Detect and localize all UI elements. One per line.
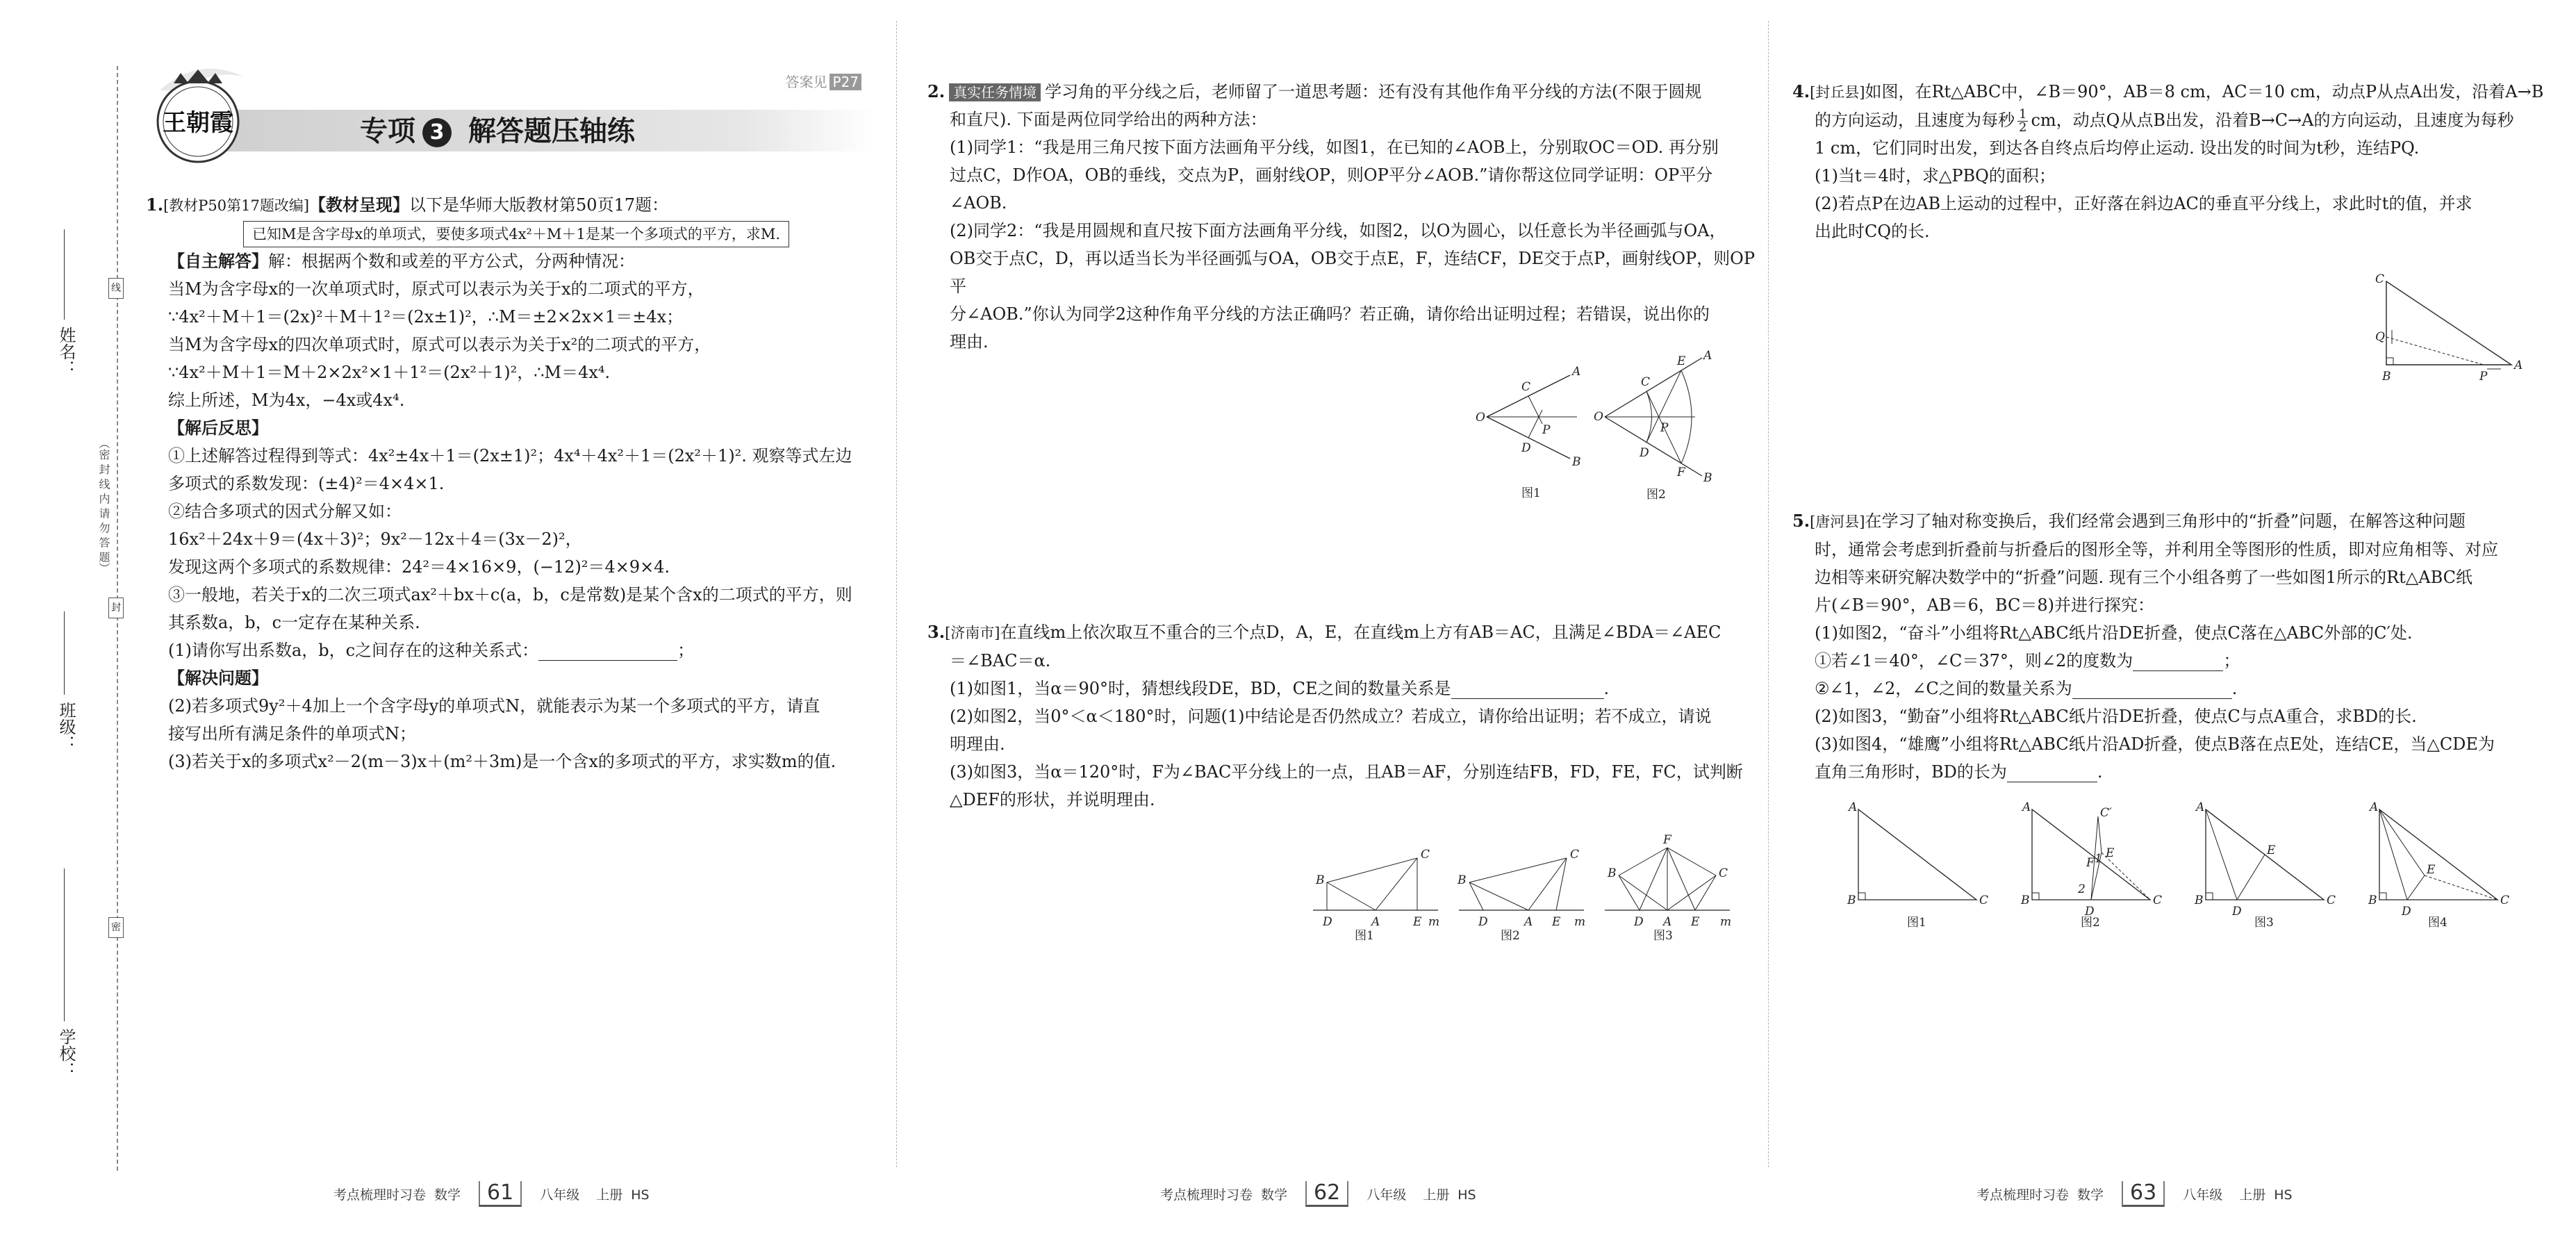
svg-text:C: C	[1719, 866, 1728, 880]
page-number: 61	[479, 1181, 522, 1207]
svg-text:P: P	[1542, 423, 1551, 437]
svg-text:B: B	[1458, 873, 1467, 887]
svg-text:P: P	[1660, 421, 1669, 435]
class-label: 班级：	[56, 702, 76, 752]
svg-text:A: A	[1572, 365, 1581, 379]
q5-figure-1	[1838, 796, 1997, 937]
q4-figure	[2366, 267, 2532, 395]
answer-blank-5c[interactable]	[2007, 764, 2097, 782]
svg-text:B: B	[2195, 894, 2204, 907]
svg-text:图4: 图4	[2428, 916, 2447, 930]
svg-text:Q: Q	[2375, 330, 2385, 344]
svg-text:D: D	[1323, 915, 1332, 929]
q5-figure-4	[2359, 796, 2518, 937]
seal-marker-seal: 封	[108, 598, 124, 618]
fraction: $\frac{1}{2}$	[2019, 107, 2027, 135]
svg-text:E: E	[2267, 843, 2276, 857]
svg-text:E: E	[1691, 915, 1700, 929]
svg-text:C: C	[1570, 848, 1580, 862]
svg-text:C: C	[1979, 894, 1989, 907]
page-61	[0, 0, 896, 1243]
answer-blank-5b[interactable]	[2072, 680, 2232, 699]
svg-text:A: A	[1371, 915, 1380, 929]
footer-63: 考点梳理时习卷 数学 63 八年级 上册 HS	[1976, 1181, 2293, 1209]
svg-text:A: A	[2022, 800, 2031, 814]
page-number: 63	[2122, 1181, 2165, 1207]
svg-text:m: m	[1574, 915, 1586, 929]
svg-text:m: m	[1428, 915, 1440, 929]
question-1: 1.[教材P50第17题改编]【教材呈现】以下是华师大版教材第50页17题： 已知M是含字母x的单项式，要使多项式4x²＋M＋1是某一个多项式的平方，求M. 【自主解答】解：根据两个数和或差的平方公式，分两种情况： 当M为含字母x的一次单项式时，原式可以表示为关于x的二项式的平方， ∵4x²＋M＋1＝(2x)²＋M＋1²＝(2x±1)²，∴M＝±2×2x×1＝±4x； 当M为含字母x的四次单项式时，原式可以表示为关于x²的二项式的平方， ∵4x²＋M＋1＝M＋2×2x²×1＋1²＝(2x²＋1)²，∴M＝4x⁴. 综上所述，M为4x，−4x或4x⁴. 【解后反思】 ①上述解答过程得到等式：4x²±4x＋1＝(2x±1)²；4x⁴＋4x²＋1＝(2x²＋1)². 观察等式左边 多项式的系数发现：(±4)²＝4×4×1. ②结合多项式的因式分解又如： 16x²＋24x＋9＝(4x＋3)²；9x²－12x＋4＝(3x－2)²， 发现这两个多项式的系数规律：24²＝4×16×9，(−12)²＝4×9×4. ③一般地，若关于x的二次三项式ax²＋bx＋c(a，b，c是常数)是某个含x的二项式的平方，则 其系数a，b，c一定存在某种关系. (1)请你写出系数a，b，c之间存在的这种关系式： ； 【解决问题】 (2)若多项式9y²＋4加上一个含字母y的单项式N，就能表示为某一个多项式的平方，请直 接写出所有满足条件的单项式N； (3)若关于x的多项式x²－2(m－3)x＋(m²＋3m)是一个含x的多项式的平方，求实数m的值.	[146, 195, 852, 771]
svg-text:图3: 图3	[2254, 916, 2274, 930]
svg-text:D: D	[2085, 905, 2095, 919]
svg-text:B: B	[2382, 370, 2391, 384]
svg-text:E: E	[2427, 863, 2436, 877]
svg-text:图2: 图2	[2081, 916, 2100, 930]
svg-text:图1: 图1	[1521, 486, 1541, 500]
class-blank[interactable]	[64, 611, 65, 695]
school-label: 学校：	[56, 1028, 76, 1078]
svg-text:C: C	[1641, 375, 1651, 389]
task-tag: 真实任务情境	[949, 83, 1041, 101]
page-62	[896, 0, 1768, 1243]
logo	[146, 63, 250, 167]
svg-text:C: C	[2500, 894, 2510, 907]
svg-text:图1: 图1	[1907, 916, 1926, 930]
school-blank[interactable]	[64, 869, 65, 1021]
svg-text:C′: C′	[2100, 806, 2112, 820]
answer-blank-1[interactable]	[538, 642, 677, 661]
question-3: 3.[济南市]在直线m上依次取互不重合的三个点D，A，E，在直线m上方有AB＝AC，且满足∠BDA＝∠AEC ＝∠BAC＝α. (1)如图1，当α＝90°时，猜想线段DE，BD，CE之间的数量关系是 . (2)如图2，当0°＜α＜180°时，问题(1)中结论是否仍然成立？若成立，请你给出证明；若不成立，请说 明理由. (3)如图3，当α＝120°时，F为∠BAC平分线上的一点，且AB＝AF，分别连结FB，FD，FE，FC，试判断 △DEF的形状，并说明理由.	[927, 622, 1743, 809]
svg-text:D: D	[1634, 915, 1644, 929]
svg-text:A: A	[1663, 915, 1672, 929]
seal-marker-secret: 密	[108, 917, 124, 938]
page-63	[1768, 0, 2576, 1243]
svg-text:C: C	[2375, 272, 2385, 286]
name-label: 姓名：	[56, 327, 76, 377]
svg-text:O: O	[1476, 411, 1485, 425]
svg-text:F: F	[1677, 466, 1685, 479]
svg-text:D: D	[1478, 915, 1488, 929]
svg-text:m: m	[1720, 915, 1732, 929]
name-blank[interactable]	[64, 229, 65, 320]
svg-text:O: O	[1594, 410, 1603, 424]
q3-figure-3	[1598, 827, 1737, 948]
svg-text:E: E	[2106, 846, 2115, 860]
svg-text:C: C	[1521, 380, 1531, 394]
svg-text:王朝霞: 王朝霞	[163, 109, 233, 137]
svg-text:D: D	[1521, 441, 1531, 455]
svg-text:图3: 图3	[1653, 929, 1673, 943]
svg-text:F: F	[2086, 856, 2095, 870]
q3-figure-1	[1306, 841, 1445, 948]
svg-text:图2: 图2	[1646, 488, 1666, 502]
svg-text:B: B	[1572, 455, 1581, 469]
given-box: 已知M是含字母x的单项式，要使多项式4x²＋M＋1是某一个多项式的平方，求M.	[243, 221, 789, 247]
svg-text:C: C	[2327, 894, 2336, 907]
svg-text:C: C	[1421, 848, 1430, 862]
question-4: 4.[封丘县]如图，在Rt△ABC中，∠B＝90°，AB＝8 cm，AC＝10 cm，动点P从点A出发，沿着A→B 的方向运动，且速度为每秒 $\frac{1}{2}$ cm，动点Q从点B出发，沿着B→C→A的方向运动，且速度为每秒 1 cm，它们同时出发，到达各自终点后均停止运动. 设出发的时间为t秒，连结PQ. (1)当t＝4时，求△PBQ的面积； (2)若点P在边AB上运动的过程中，正好落在斜边AC的垂直平分线上，求此时t的值，并求 出此时CQ的长.	[1792, 81, 2544, 241]
svg-text:D: D	[2232, 905, 2242, 919]
svg-text:B: B	[2368, 894, 2377, 907]
footer-62: 考点梳理时习卷 数学 62 八年级 上册 HS	[1160, 1181, 1476, 1209]
svg-text:A: A	[1849, 800, 1858, 814]
svg-text:A: A	[2514, 359, 2523, 372]
page-number: 62	[1305, 1181, 1348, 1207]
svg-text:E: E	[1552, 915, 1561, 929]
question-2: 2. 真实任务情境 学习角的平分线之后，老师留了一道思考题：还有没有其他作角平分线的方法(不限于圆规 和直尺). 下面是两位同学给出的两种方法： (1)同学1：“我是用三角尺按下面方法画角平分线，如图1，在已知的∠AOB上，分别取OC＝OD. 再分别 过点C，D作OA，OB的垂线，交点为P，画射线OP，则OP平分∠AOB.”请你帮这位同学证明：OP平分 ∠AOB. (2)同学2：“我是用圆规和直尺按下面方法画角平分线，如图2，以O为圆心，以任意长为半径画弧与OA， OB交于点C，D，再以适当长为半径画弧与OA，OB交于点E，F，连结CF，DE交于点P，画射线OP，则OP平 分∠AOB.”你认为同学2这种作角平分线的方法正确吗？若正确，请你给出证明过程；若错误，说出你的 理由.	[927, 81, 1755, 352]
svg-text:E: E	[1413, 915, 1422, 929]
svg-text:A: A	[1703, 349, 1712, 363]
svg-text:C: C	[2153, 894, 2163, 907]
answer-blank-5a[interactable]	[2133, 652, 2223, 671]
svg-text:B: B	[1703, 471, 1712, 485]
page-title: 专项 3 解答题压轴练	[360, 115, 635, 147]
svg-text:A: A	[2196, 800, 2205, 814]
svg-text:F: F	[1663, 833, 1671, 847]
svg-text:图1: 图1	[1355, 929, 1374, 943]
svg-text:D: D	[1640, 446, 1649, 460]
svg-text:图2: 图2	[1501, 929, 1520, 943]
q5-figure-2	[2011, 796, 2171, 937]
svg-text:2: 2	[2078, 882, 2086, 896]
svg-text:P: P	[2479, 370, 2488, 384]
svg-text:A: A	[2370, 800, 2379, 814]
binding-line	[117, 66, 118, 1171]
header	[139, 42, 875, 174]
svg-text:E: E	[1677, 354, 1686, 368]
q5-figure-3	[2185, 796, 2345, 937]
answer-ref: 答案见 P27	[785, 71, 861, 91]
svg-text:1: 1	[2095, 852, 2102, 866]
svg-text:B: B	[2021, 894, 2030, 907]
footer-61: 考点梳理时习卷 数学 61 八年级 上册 HS	[333, 1181, 650, 1209]
svg-text:D: D	[2402, 905, 2411, 919]
svg-text:A: A	[1524, 915, 1533, 929]
question-5: 5.[唐河县]在学习了轴对称变换后，我们经常会遇到三角形中的“折叠”问题，在解答这种问题 时，通常会考虑到折叠前与折叠后的图形全等，并利用全等图形的性质，即对应角相等、对应 边相等来研究解决数学中的“折叠”问题. 现有三个小组各剪了一些如图1所示的Rt△ABC纸 片(∠B＝90°，AB＝6，BC＝8)并进行探究： (1)如图2，“奋斗”小组将Rt△ABC纸片沿DE折叠，使点C落在△ABC外部的C′处. ①若∠1＝40°，∠C＝37°，则∠2的度数为 ； ②∠1，∠2，∠C之间的数量关系为 . (2)如图3，“勤奋”小组将Rt△ABC纸片沿DE折叠，使点C与点A重合，求BD的长. (3)如图4，“雄鹰”小组将Rt△ABC纸片沿AD折叠，使点B落在点E处，连结CE，当△CDE为 直角三角形时，BD的长为 .	[1792, 511, 2498, 782]
svg-text:B: B	[1608, 866, 1617, 880]
svg-text:B: B	[1847, 894, 1856, 907]
svg-text:B: B	[1316, 873, 1325, 887]
seal-note: （密 封 线 内 请 勿 答 题）	[97, 438, 110, 574]
q2-figure-1	[1473, 347, 1584, 510]
q3-figure-2	[1452, 841, 1591, 948]
seal-marker-line: 线	[108, 278, 124, 299]
q2-figure-2	[1591, 344, 1716, 510]
answer-blank-3[interactable]	[1451, 680, 1604, 699]
